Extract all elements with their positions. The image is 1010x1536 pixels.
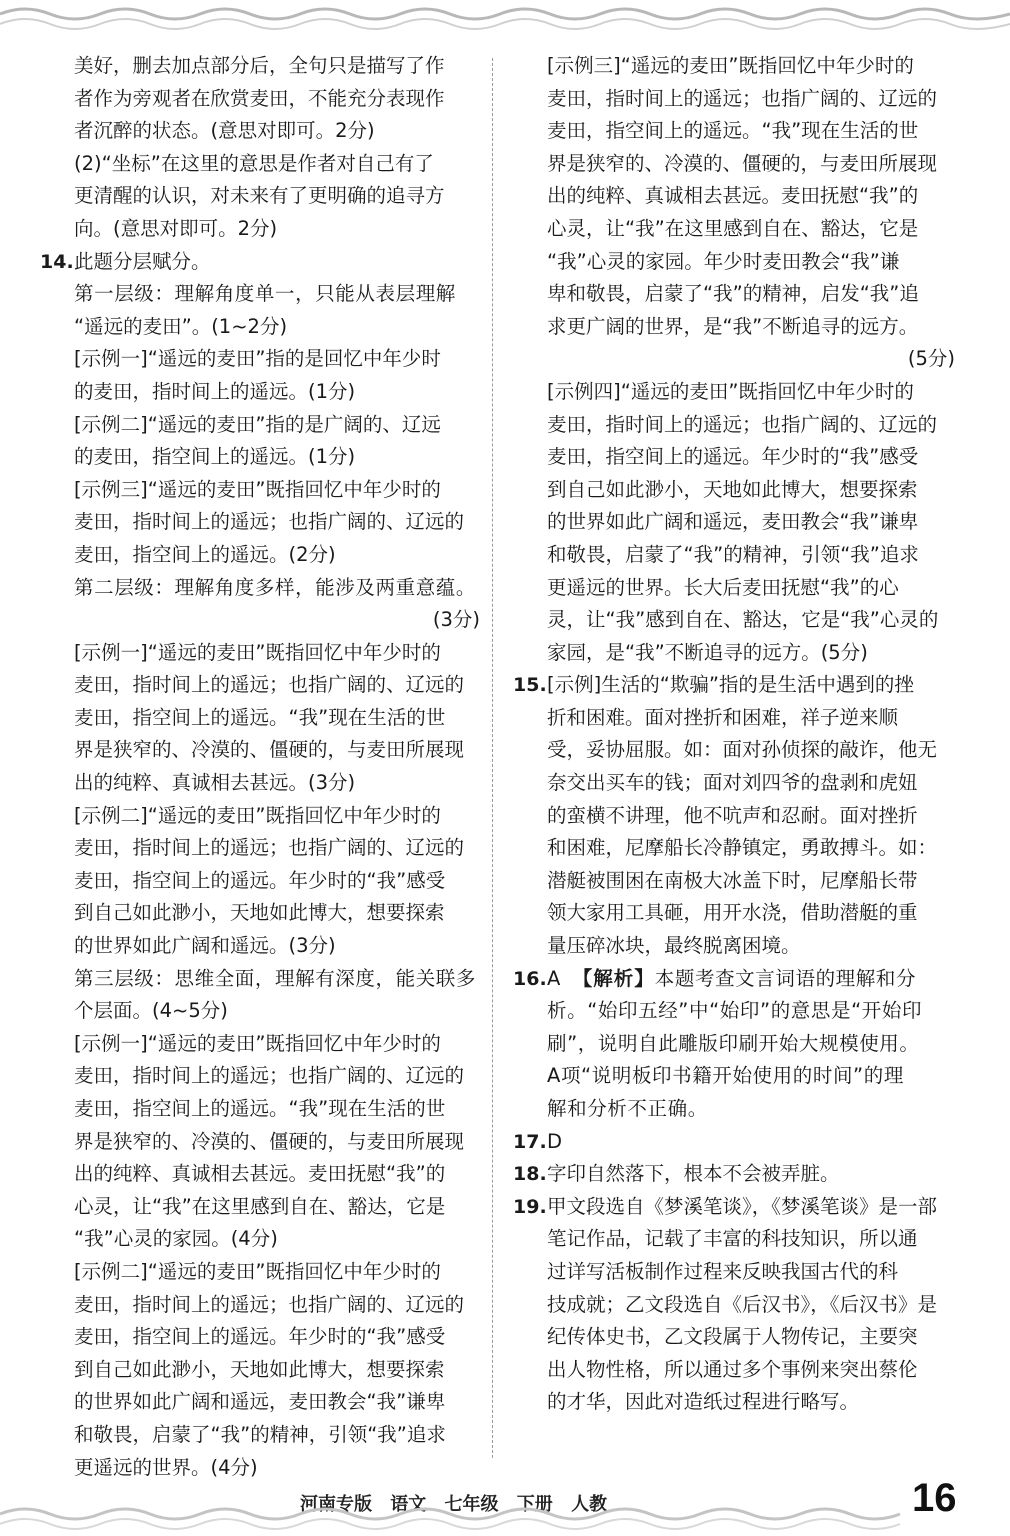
text-line: 析。“始印五经”中“始印”的意思是“开始印 xyxy=(547,999,923,1023)
text-line: 家园，是“我”不断追寻的远方。(5分) xyxy=(547,640,868,664)
text-line: 到自己如此渺小，天地如此博大，想要探索 xyxy=(74,1357,445,1381)
question-number: 17. xyxy=(513,1130,547,1153)
text-line: 领大家用工具砸，用开水浇，借助潜艇的重 xyxy=(547,901,918,925)
text-line: [示例二]“遥远的麦田”既指回忆中年少时的 xyxy=(74,803,441,827)
text-line: 到自己如此渺小，天地如此博大，想要探索 xyxy=(547,477,918,501)
text-line: 出的纯粹、真诚相去甚远。麦田抚慰“我”的 xyxy=(74,1162,446,1186)
text-line: 麦田，指空间上的遥远。“我”现在生活的世 xyxy=(74,1097,446,1120)
text-line: [示例二]“遥远的麦田”指的是广阔的、辽远 xyxy=(74,412,441,436)
text-line: 笔记作品，记载了丰富的科技知识，所以通 xyxy=(547,1227,918,1251)
text-line: 卑和敬畏，启蒙了“我”的精神，启发“我”追 xyxy=(547,282,919,306)
text-line: 麦田，指空间上的遥远。(2分) xyxy=(74,542,336,566)
left-column xyxy=(40,50,480,1484)
answer-15 xyxy=(513,669,955,962)
text-line: 麦田，指时间上的遥远；也指广阔的、辽远的 xyxy=(74,836,465,860)
text-line: [示例三]“遥远的麦田”既指回忆中年少时的 xyxy=(74,477,441,501)
text-line: 的麦田，指空间上的遥远。(1分) xyxy=(74,445,356,469)
text-line: [示例一]“遥远的麦田”既指回忆中年少时的 xyxy=(74,640,441,664)
text-line: [示例一]“遥远的麦田”指的是回忆中年少时 xyxy=(74,347,441,371)
right-column xyxy=(513,50,955,1419)
question-number: 18. xyxy=(513,1163,547,1186)
text-line: 过详写活板制作过程来反映我国古代的科 xyxy=(547,1259,899,1283)
answer-choice: A xyxy=(547,966,561,990)
text-line: 本题考查文言词语的理解和分 xyxy=(654,966,917,990)
text-line: [示例三]“遥远的麦田”既指回忆中年少时的 xyxy=(547,54,914,77)
text-line: [示例一]“遥远的麦田”既指回忆中年少时的 xyxy=(74,1031,441,1055)
column-divider xyxy=(492,58,493,1458)
answer-14 xyxy=(40,246,480,1485)
text-line: 的世界如此广阔和遥远，麦田教会“我”谦卑 xyxy=(74,1390,446,1414)
text-line: 潜艇被围困在南极大冰盖下时，尼摩船长带 xyxy=(547,868,918,892)
text-line: 纪传体史书，乙文段属于人物传记，主要突 xyxy=(547,1325,918,1349)
page-number: 16 xyxy=(912,1476,957,1520)
text-line: 麦田，指空间上的遥远。年少时的“我”感受 xyxy=(74,868,446,892)
text-line: 技成就；乙文段选自《后汉书》，《后汉书》是 xyxy=(547,1292,938,1316)
text-line: 第三层级：思维全面，理解有深度，能关联多 xyxy=(74,966,477,990)
text-line: 出人物性格，所以通过多个事例来突出蔡伦 xyxy=(547,1357,918,1381)
text-line: 的世界如此广阔和遥远。(3分) xyxy=(74,934,336,958)
text-line: 麦田，指时间上的遥远；也指广阔的、辽远的 xyxy=(547,412,938,436)
text-line: [示例四]“遥远的麦田”既指回忆中年少时的 xyxy=(547,379,914,403)
text-line: 和敬畏，启蒙了“我”的精神，引领“我”追求 xyxy=(74,1422,446,1446)
question-number: 19. xyxy=(513,1195,547,1218)
text-line: “我”心灵的家园。(4分) xyxy=(74,1227,278,1251)
text-line: 灵，让“我”感到自在、豁达，它是“我”心灵的 xyxy=(547,608,939,632)
text-line: 界是狭窄的、冷漠的、僵硬的，与麦田所展现 xyxy=(547,151,938,175)
question-number: 16. xyxy=(513,967,547,990)
answer-18 xyxy=(513,1158,955,1191)
text-line: 第二层级：理解角度多样，能涉及两重意蕴。 xyxy=(74,575,477,599)
text-line: 解和分析不正确。 xyxy=(547,1097,708,1120)
text-line: [示例]生活的“欺骗”指的是生活中遇到的挫 xyxy=(547,673,914,697)
text-line: 麦田，指空间上的遥远。“我”现在生活的世 xyxy=(74,705,446,729)
top-decorative-border xyxy=(0,0,1010,42)
text-line: 美好，删去加点部分后，全句只是描写了作 xyxy=(74,54,445,77)
text-line: 麦田，指时间上的遥远；也指广阔的、辽远的 xyxy=(74,1064,465,1088)
text-line: 麦田，指时间上的遥远；也指广阔的、辽远的 xyxy=(547,86,938,110)
text-line: 折和困难。面对挫折和困难，祥子逆来顺 xyxy=(547,705,899,729)
text-line: “我”心灵的家园。年少时麦田教会“我”谦 xyxy=(547,249,900,273)
text-line: 麦田，指空间上的遥远。年少时的“我”感受 xyxy=(74,1325,446,1349)
text-line: 麦田，指时间上的遥远；也指广阔的、辽远的 xyxy=(74,510,465,534)
text-line: 此题分层赋分。 xyxy=(74,249,211,273)
text-line: 者作为旁观者在欣赏麦田，不能充分表现作 xyxy=(74,86,445,110)
text-line: 和敬畏，启蒙了“我”的精神，引领“我”追求 xyxy=(547,542,919,566)
text-line: 甲文段选自《梦溪笔谈》，《梦溪笔谈》是一部 xyxy=(547,1194,938,1218)
text-line: 更遥远的世界。长大后麦田抚慰“我”的心 xyxy=(547,575,899,599)
text-line: “遥远的麦田”。(1~2分) xyxy=(74,314,288,338)
answer-choice: D xyxy=(547,1129,563,1153)
text-line: 第一层级：理解角度单一，只能从表层理解 xyxy=(74,282,456,306)
score-label: (5分) xyxy=(907,347,955,371)
text-line: 更遥远的世界。(4分) xyxy=(74,1455,258,1479)
text-line: [示例二]“遥远的麦田”既指回忆中年少时的 xyxy=(74,1259,441,1283)
text-line: 麦田，指空间上的遥远。“我”现在生活的世 xyxy=(547,119,919,143)
text-line: 和困难，尼摩船长冷静镇定，勇敢搏斗。如： xyxy=(547,836,938,860)
text-line: 的麦田，指时间上的遥远。(1分) xyxy=(74,379,356,403)
text-line: 麦田，指空间上的遥远。年少时的“我”感受 xyxy=(547,445,919,469)
answer-17 xyxy=(513,1126,955,1159)
score-label: (3分) xyxy=(432,608,480,632)
text-line: 更清醒的认识，对未来有了更明确的追寻方 xyxy=(74,184,445,208)
text-line: 奈交出买车的钱；面对刘四爷的盘剥和虎妞 xyxy=(547,771,918,795)
text-line: 出的纯粹、真诚相去甚远。麦田抚慰“我”的 xyxy=(547,184,919,208)
text-line: 的蛮横不讲理，他不吭声和忍耐。面对挫折 xyxy=(547,803,918,827)
text-line: 心灵，让“我”在这里感到自在、豁达，它是 xyxy=(547,216,919,240)
text-line: 的世界如此广阔和遥远，麦田教会“我”谦卑 xyxy=(547,510,919,534)
text-line: 的才华，因此对造纸过程进行略写。 xyxy=(547,1390,860,1414)
answer-19 xyxy=(513,1191,955,1419)
text-line: 麦田，指时间上的遥远；也指广阔的、辽远的 xyxy=(74,1292,465,1316)
footer-book-info: 河南专版 语文 七年级 下册 人教 xyxy=(300,1494,608,1515)
text-line: 麦田，指时间上的遥远；也指广阔的、辽远的 xyxy=(74,673,465,697)
bottom-decorative-border xyxy=(0,1478,1010,1536)
text-line: 界是狭窄的、冷漠的、僵硬的，与麦田所展现 xyxy=(74,738,465,762)
text-line: 字印自然落下，根本不会被弄脏。 xyxy=(547,1162,840,1186)
text-line: (2)“坐标”在这里的意思是作者对自己有了 xyxy=(74,151,434,175)
text-line: 者沉醉的状态。(意思对即可。2分) xyxy=(74,119,375,143)
text-line: 界是狭窄的、冷漠的、僵硬的，与麦田所展现 xyxy=(74,1129,465,1153)
text-line: 量压碎冰块，最终脱离困境。 xyxy=(547,934,801,958)
text-line: 受，妥协屈服。如：面对孙侦探的敲诈，他无 xyxy=(547,738,938,762)
answer-16 xyxy=(513,963,955,1126)
text-line: 心灵，让“我”在这里感到自在、豁达，它是 xyxy=(74,1194,446,1218)
question-number: 14. xyxy=(40,250,74,273)
text-line: 出的纯粹、真诚相去甚远。(3分) xyxy=(74,771,356,795)
question-number: 15. xyxy=(513,674,547,697)
text-line: 向。(意思对即可。2分) xyxy=(74,216,278,240)
text-line: 到自己如此渺小，天地如此博大，想要探索 xyxy=(74,901,445,925)
text-line: 刷”，说明自此雕版印刷开始大规模使用。 xyxy=(547,1031,920,1055)
text-line: 个层面。(4~5分) xyxy=(74,999,228,1023)
text-line: A项“说明板印书籍开始使用的时间”的理 xyxy=(547,1064,904,1088)
text-line: 求更广阔的世界，是“我”不断追寻的远方。 xyxy=(547,314,919,338)
analysis-tag: 【解析】 xyxy=(572,966,655,990)
